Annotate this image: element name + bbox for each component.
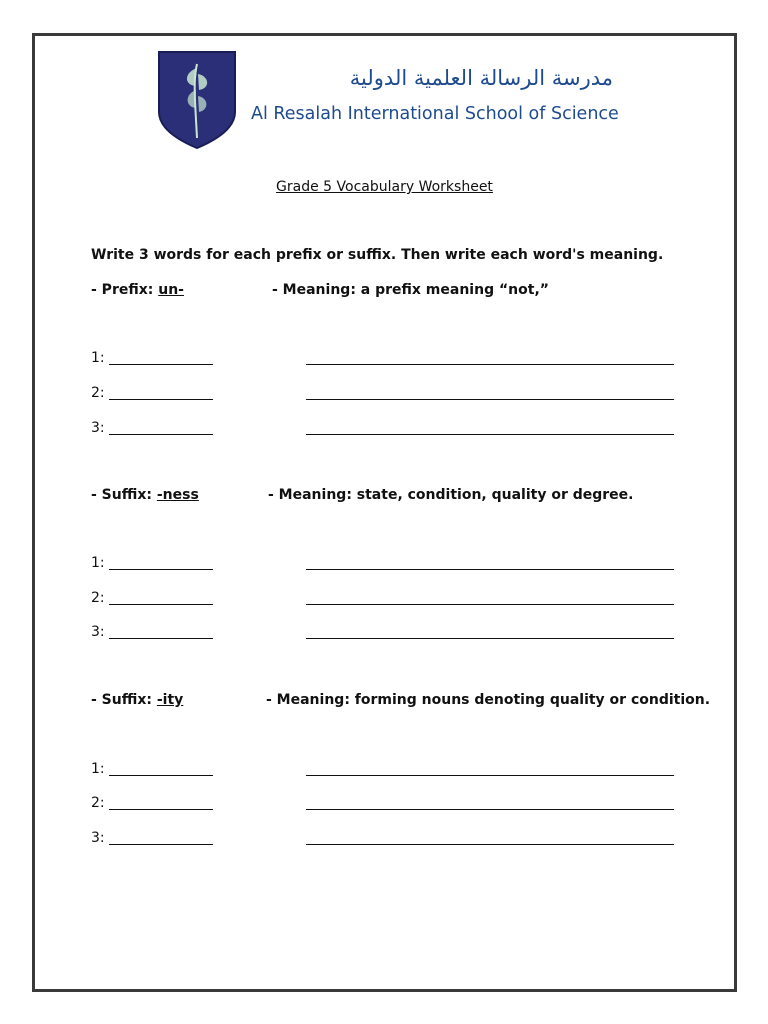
section-heading bbox=[91, 692, 183, 708]
prefix-section-un bbox=[91, 282, 691, 472]
section-label: - Prefix: bbox=[91, 282, 159, 298]
page-frame bbox=[32, 33, 737, 992]
row-number: 1: bbox=[91, 761, 105, 777]
school-name-arabic: مدرسة الرسالة العلمية الدولية bbox=[349, 66, 613, 90]
meaning-blank[interactable] bbox=[306, 569, 674, 570]
word-blank[interactable] bbox=[109, 775, 213, 776]
school-crest-logo bbox=[155, 50, 239, 150]
row-number: 2: bbox=[91, 795, 105, 811]
affix-text: -ity bbox=[156, 692, 184, 708]
word-blank[interactable] bbox=[109, 844, 213, 845]
answer-row bbox=[91, 420, 691, 440]
instructions-text: Write 3 words for each prefix or suffix. Then write each word's meaning. bbox=[91, 247, 664, 263]
meaning-blank[interactable] bbox=[306, 434, 674, 435]
section-meaning: - Meaning: state, condition, quality or degree. bbox=[268, 487, 634, 503]
word-blank[interactable] bbox=[109, 809, 213, 810]
meaning-blank[interactable] bbox=[306, 364, 674, 365]
section-meaning: - Meaning: forming nouns denoting quality or condition. bbox=[266, 692, 711, 708]
row-number: 1: bbox=[91, 350, 105, 366]
meaning-blank[interactable] bbox=[306, 638, 674, 639]
word-blank[interactable] bbox=[109, 638, 213, 639]
row-number: 3: bbox=[91, 830, 105, 846]
meaning-blank[interactable] bbox=[306, 844, 674, 845]
row-number: 2: bbox=[91, 590, 105, 606]
meaning-blank[interactable] bbox=[306, 809, 674, 810]
section-heading bbox=[91, 487, 199, 503]
word-blank[interactable] bbox=[109, 569, 213, 570]
row-number: 1: bbox=[91, 555, 105, 571]
affix-text: -ness bbox=[156, 487, 199, 503]
word-blank[interactable] bbox=[109, 604, 213, 605]
row-number: 3: bbox=[91, 624, 105, 640]
row-number: 2: bbox=[91, 385, 105, 401]
answer-row bbox=[91, 761, 691, 781]
answer-row bbox=[91, 624, 691, 644]
section-label: - Suffix: bbox=[91, 487, 157, 503]
answer-row bbox=[91, 590, 691, 610]
school-header bbox=[155, 46, 625, 156]
answer-row bbox=[91, 830, 691, 850]
section-meaning: - Meaning: a prefix meaning “not,” bbox=[272, 282, 549, 298]
suffix-section-ness bbox=[91, 487, 691, 677]
word-blank[interactable] bbox=[109, 399, 213, 400]
school-name-english: Al Resalah International School of Science bbox=[251, 104, 619, 124]
row-number: 3: bbox=[91, 420, 105, 436]
section-heading bbox=[91, 282, 184, 298]
answer-row bbox=[91, 350, 691, 370]
suffix-section-ity bbox=[91, 692, 711, 882]
affix-text: un- bbox=[158, 282, 184, 298]
meaning-blank[interactable] bbox=[306, 399, 674, 400]
answer-row bbox=[91, 385, 691, 405]
answer-row bbox=[91, 555, 691, 575]
word-blank[interactable] bbox=[109, 364, 213, 365]
answer-row bbox=[91, 795, 691, 815]
meaning-blank[interactable] bbox=[306, 775, 674, 776]
section-label: - Suffix: bbox=[91, 692, 157, 708]
word-blank[interactable] bbox=[109, 434, 213, 435]
meaning-blank[interactable] bbox=[306, 604, 674, 605]
worksheet-title: Grade 5 Vocabulary Worksheet bbox=[276, 179, 493, 195]
